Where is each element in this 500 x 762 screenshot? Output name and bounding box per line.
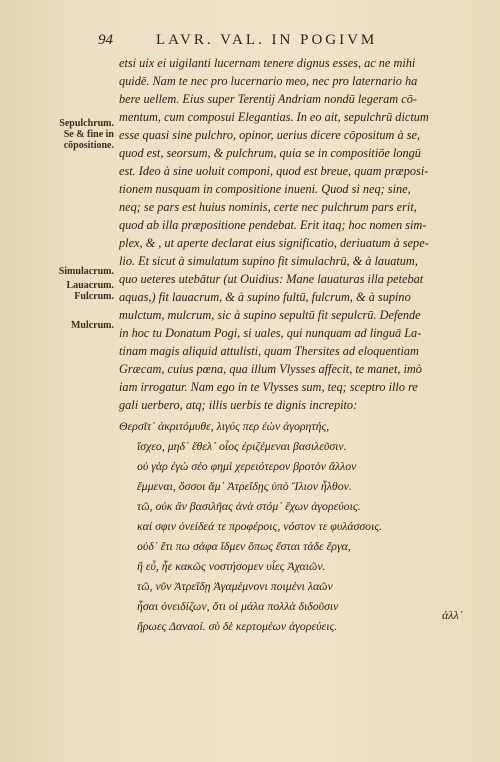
margin-note-line: Se & fine in xyxy=(63,129,114,140)
margin-note-line: Sepulchrum. xyxy=(59,118,114,129)
margin-note xyxy=(67,280,115,302)
catchword: ἀλλ᾽ xyxy=(442,608,463,622)
text-line: aquas,) fit lauacrum, & à supino fultū, fulcrum, & à supino xyxy=(119,290,411,304)
text-line: quo ueteres utebātur (ut Ouidius: Mane lauaturas illa petebat xyxy=(119,272,424,286)
greek-quotation xyxy=(119,416,484,636)
greek-line: καί σφιν ὀνείδεά τε προφέροις, νόστον τε φυλάσσοις. xyxy=(137,519,383,533)
text-line: in hoc tu Donatum Pogi, si uales, qui nunquam ad linguā La- xyxy=(119,326,422,340)
text-line: etsi uix ei uigilanti lucernam tenere dignus esses, ac ne mihi xyxy=(119,56,416,70)
margin-note xyxy=(71,320,114,331)
greek-line: ἢ εὖ, ἦε κακῶς νοστήσομεν υἷες Ἀχαιῶν. xyxy=(137,559,326,573)
running-title: LAVR. VAL. IN POGIVM xyxy=(156,32,378,48)
margin-note-line: Lauacrum. xyxy=(66,280,114,291)
text-line: mentum, cum composui Elegantias. In eo ait, sepulchrū dictum xyxy=(119,110,429,124)
page-header xyxy=(98,30,478,52)
margin-note-line: Mulcrum. xyxy=(70,320,114,331)
text-line: lio. Et sicut à simulatum supino fit simulachrū, & à lauatum, xyxy=(119,254,418,268)
text-line: tinam magis aliquid attulisti, quam Thersites ad eloquentiam xyxy=(119,344,419,358)
text-line: mulctum, mulcrum, sic à supino sepultū fit sepulcrū. Defende xyxy=(119,308,421,322)
text-line: quod ab illa præpositione pendebat. Erit itaq; hoc nomen sim- xyxy=(119,218,427,232)
margin-note xyxy=(59,118,114,151)
main-text xyxy=(119,54,484,636)
text-line: bere uellem. Eius super Terentij Andriam nondū legeram cō- xyxy=(119,92,417,106)
text-line: quidē. Nam te nec pro lucernario meo, nec pro laternario ha xyxy=(119,74,418,88)
text-line: Græcam, cuius pœna, qua illum Vlysses affecit, te manet, imò xyxy=(119,362,422,376)
greek-line: οὐ γὰρ ἐγὼ σέο φημὶ χερειότερον βροτὸν ἄλλον xyxy=(137,459,357,473)
greek-line: οὐδ᾽ ἔτι πω σάφα ἴδμεν ὅπως ἔσται τάδε ἔργα, xyxy=(137,539,351,553)
greek-line: ἴσχεο, μηδ᾽ ἔθελ᾽ οἶος ἐριζέμεναι βασιλεῦσιν. xyxy=(137,439,347,453)
text-line: est. Ideo à sine uoluit componi, quod est breue, quam præposi- xyxy=(119,164,429,178)
text-line: esse quasi sine pulchro, opinor, uerius dicere cōpositum à se, xyxy=(119,128,421,142)
text-line: quod est, seorsum, & pulchrum, quia se in compositiōe longū xyxy=(119,146,421,160)
text-line: tionem nusquam in compositione inueni. Quod si neq; sine, xyxy=(119,182,411,196)
margin-note xyxy=(59,266,114,277)
greek-line: ἧσαι ὀνειδίζων, ὅτι οἱ μάλα πολλὰ διδοῦσιν xyxy=(137,599,339,613)
text-line: iam irrogatur. Nam ego in te Vlysses sum, teq; sceptro illo re xyxy=(119,380,418,394)
margin-note-line: Fulcrum. xyxy=(74,291,114,302)
margin-note-line: Simulacrum. xyxy=(58,266,114,277)
margin-note-line: cōpositione. xyxy=(63,140,114,151)
greek-line: Θερσῖτ᾽ ἀκριτόμυθε, λιγύς περ ἐὼν ἀγορητής, xyxy=(119,419,330,433)
margin-notes xyxy=(0,0,114,762)
greek-line: τῶ, νῦν Ἀτρεΐδῃ Ἀγαμέμνονι ποιμένι λαῶν xyxy=(137,579,333,593)
page-number: 94 xyxy=(98,32,113,48)
text-line: plex, & , ut aperte declarat eius significatio, deriuatum à sepe- xyxy=(119,236,429,250)
greek-line: ἔμμεναι, ὅσσοι ἅμ᾽ Ἀτρεΐδῃς ὑπὸ Ἴλιον ἦλθον. xyxy=(137,479,352,493)
text-line: neq; se pars est huius nominis, certe nec pulchrum pars erit, xyxy=(119,200,417,214)
greek-line: ἥρωες Δαναοί. σὺ δὲ κερτομέων ἀγορεύεις. xyxy=(137,619,338,633)
text-line: gali uerbero, atq; illis uerbis te dignis increpito: xyxy=(119,398,358,412)
greek-line: τῶ, οὐκ ἂν βασιλῆας ἀνὰ στόμ᾽ ἔχων ἀγορεύοις. xyxy=(137,499,361,513)
